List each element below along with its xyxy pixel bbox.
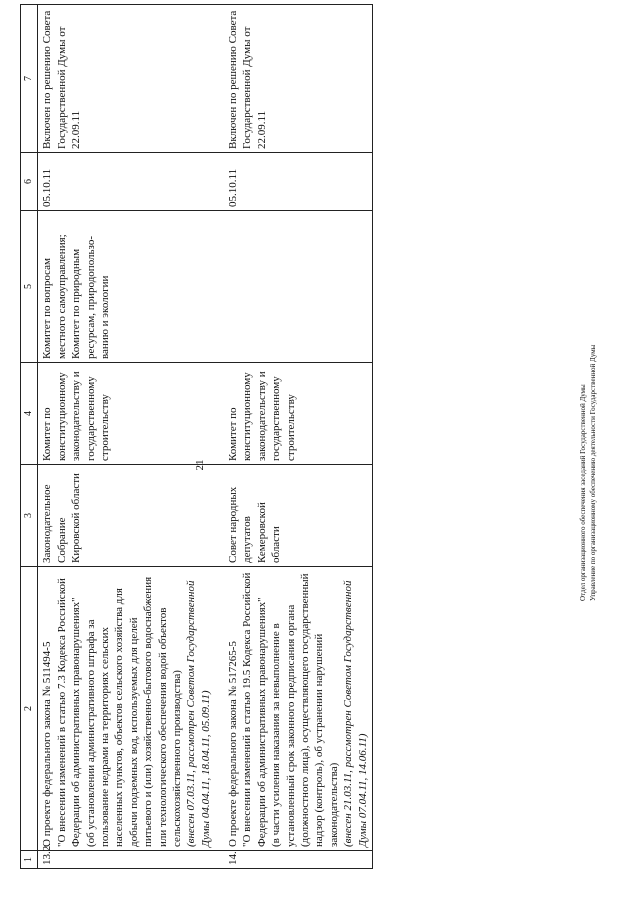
initiator-cell: Совет народных депутатов Кемеровской области bbox=[224, 465, 373, 567]
agenda-table bbox=[20, 4, 373, 869]
co-committees-cell: Комитет по вопросам местного самоуправления; Комитет по природным ресурсам, природопользо- ванию и экологии bbox=[38, 211, 224, 363]
row-number: 13.2. bbox=[38, 851, 224, 869]
committee-cell: Комитет по конституционному законодательству и государственному строительству bbox=[224, 363, 373, 465]
bill-title: "О внесении изменений в статью 19.5 Кодекса Российской Федерации об административных правонарушениях" bbox=[241, 572, 268, 847]
column-header: 2 bbox=[21, 567, 38, 851]
footer bbox=[578, 316, 622, 601]
column-header: 3 bbox=[21, 465, 38, 567]
bill-history: (внесен 21.03.11, рассмотрен Советом Государственной Думы 07.04.11, 14.06.11) bbox=[342, 580, 369, 847]
row-number: 14. bbox=[224, 851, 373, 869]
footer-department: Отдел организационного обеспечения заседаний Государственной Думы bbox=[579, 384, 587, 601]
agenda-table-container bbox=[20, 5, 369, 869]
table-row bbox=[38, 5, 224, 869]
decision-cell: Включен по решению Совета Государственной Думы от 22.09.11 bbox=[38, 5, 224, 153]
column-header: 6 bbox=[21, 153, 38, 211]
bill-number: О проекте федерального закона № 517265-5 bbox=[226, 641, 239, 847]
bill-note: (в части усиления наказания за невыполнение в установленный срок законного предписания органа (должностного лица), осуществляющего государственный надзор (контроль), об устранении нарушений законодательства) bbox=[270, 573, 340, 847]
initiator-cell: Законодательное Собрание Кировской области bbox=[38, 465, 224, 567]
table-header-row bbox=[21, 5, 38, 869]
footer-directorate: Управление по организационному обеспечению деятельности Государственной Думы bbox=[589, 344, 597, 601]
committee-cell: Комитет по конституционному законодательству и государственному строительству bbox=[38, 363, 224, 465]
bill-title: "О внесении изменений в статью 7.3 Кодекса Российской Федерации об административных правонарушениях" bbox=[55, 578, 83, 847]
column-header: 7 bbox=[21, 5, 38, 153]
co-committees-cell bbox=[224, 211, 373, 363]
bill-cell bbox=[224, 567, 373, 851]
bill-note: (об установлении административного штрафа за пользование недрами на территориях сельских населенных пунктов, объектов сельского хозяйства для добычи подземных вод, используемых для целей питьевого и (или) хозяйственно-бытового водоснабжения или технологического обеспечения водой объектов сельскохозяйственного производства) bbox=[84, 576, 184, 847]
bill-history: (внесен 07.03.11, рассмотрен Советом Государственной Думы 04.04.11, 18.04.11, 05.09.11) bbox=[185, 580, 212, 847]
table-row bbox=[224, 5, 373, 869]
page-number: 21 bbox=[194, 459, 206, 471]
column-header: 5 bbox=[21, 211, 38, 363]
date-cell: 05.10.11 bbox=[38, 153, 224, 211]
bill-number: О проекте федерального закона № 511494-5 bbox=[41, 641, 54, 847]
column-header: 1 bbox=[21, 851, 38, 869]
date-cell: 05.10.11 bbox=[224, 153, 373, 211]
column-header: 4 bbox=[21, 363, 38, 465]
decision-cell: Включен по решению Совета Государственной Думы от 22.09.11 bbox=[224, 5, 373, 153]
bill-cell bbox=[38, 567, 224, 851]
